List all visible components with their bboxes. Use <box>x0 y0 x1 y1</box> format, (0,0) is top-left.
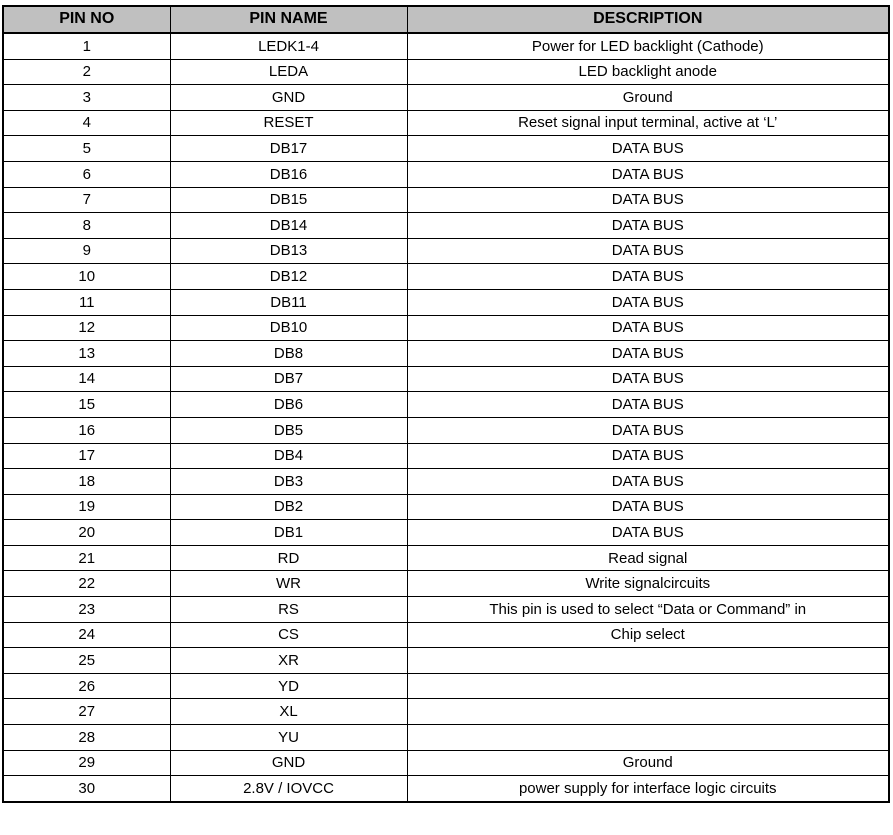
pin-no-cell: 23 <box>3 597 170 623</box>
table-row <box>3 699 889 725</box>
pin-name-cell: DB12 <box>170 264 407 290</box>
description-cell: DATA BUS <box>407 161 889 187</box>
table-row <box>3 494 889 520</box>
table-row <box>3 673 889 699</box>
pin-no-cell: 20 <box>3 520 170 546</box>
table-row <box>3 59 889 85</box>
pin-no-cell: 22 <box>3 571 170 597</box>
pin-name-cell: DB6 <box>170 392 407 418</box>
pin-no-cell: 28 <box>3 725 170 751</box>
pin-no-cell: 14 <box>3 366 170 392</box>
description-cell: DATA BUS <box>407 213 889 239</box>
pin-table-header <box>3 6 889 33</box>
description-cell: Chip select <box>407 622 889 648</box>
description-cell: DATA BUS <box>407 289 889 315</box>
pin-no-cell: 27 <box>3 699 170 725</box>
description-cell <box>407 648 889 674</box>
pin-name-cell: XL <box>170 699 407 725</box>
pin-name-cell: DB15 <box>170 187 407 213</box>
description-cell: Ground <box>407 750 889 776</box>
pin-no-cell: 8 <box>3 213 170 239</box>
pin-name-cell: DB1 <box>170 520 407 546</box>
description-cell: Read signal <box>407 545 889 571</box>
table-row <box>3 597 889 623</box>
description-cell: DATA BUS <box>407 392 889 418</box>
pin-no-cell: 3 <box>3 85 170 111</box>
header-pin-name: PIN NAME <box>170 6 407 33</box>
pin-no-cell: 10 <box>3 264 170 290</box>
table-row <box>3 571 889 597</box>
pin-name-cell: DB10 <box>170 315 407 341</box>
description-cell: DATA BUS <box>407 469 889 495</box>
table-row <box>3 520 889 546</box>
pin-no-cell: 18 <box>3 469 170 495</box>
pin-name-cell: DB14 <box>170 213 407 239</box>
description-cell: DATA BUS <box>407 443 889 469</box>
pin-name-cell: 2.8V / IOVCC <box>170 776 407 802</box>
description-cell: DATA BUS <box>407 315 889 341</box>
pin-no-cell: 25 <box>3 648 170 674</box>
table-row <box>3 161 889 187</box>
pin-name-cell: DB13 <box>170 238 407 264</box>
description-cell: Power for LED backlight (Cathode) <box>407 33 889 59</box>
table-row <box>3 85 889 111</box>
table-row <box>3 648 889 674</box>
pin-no-cell: 9 <box>3 238 170 264</box>
description-cell: DATA BUS <box>407 417 889 443</box>
pin-name-cell: DB8 <box>170 341 407 367</box>
table-row <box>3 315 889 341</box>
pin-name-cell: DB17 <box>170 136 407 162</box>
pin-name-cell: RESET <box>170 110 407 136</box>
table-row <box>3 264 889 290</box>
pin-no-cell: 30 <box>3 776 170 802</box>
description-cell: Write signalcircuits <box>407 571 889 597</box>
description-cell: DATA BUS <box>407 264 889 290</box>
pin-table-body <box>3 33 889 802</box>
table-row <box>3 545 889 571</box>
table-row <box>3 289 889 315</box>
header-description: DESCRIPTION <box>407 6 889 33</box>
pin-name-cell: XR <box>170 648 407 674</box>
pin-no-cell: 4 <box>3 110 170 136</box>
pin-name-cell: RS <box>170 597 407 623</box>
table-row <box>3 238 889 264</box>
table-row <box>3 110 889 136</box>
table-row <box>3 443 889 469</box>
table-row <box>3 136 889 162</box>
pin-name-cell: DB11 <box>170 289 407 315</box>
pin-name-cell: RD <box>170 545 407 571</box>
table-row <box>3 187 889 213</box>
table-row <box>3 341 889 367</box>
pin-name-cell: DB2 <box>170 494 407 520</box>
description-cell: DATA BUS <box>407 494 889 520</box>
description-cell: DATA BUS <box>407 366 889 392</box>
pin-no-cell: 12 <box>3 315 170 341</box>
pin-name-cell: DB4 <box>170 443 407 469</box>
pin-no-cell: 17 <box>3 443 170 469</box>
pin-name-cell: GND <box>170 85 407 111</box>
table-row <box>3 725 889 751</box>
table-row <box>3 392 889 418</box>
pin-name-cell: YU <box>170 725 407 751</box>
pin-name-cell: DB5 <box>170 417 407 443</box>
pin-name-cell: CS <box>170 622 407 648</box>
table-row <box>3 33 889 59</box>
pin-no-cell: 24 <box>3 622 170 648</box>
description-cell: DATA BUS <box>407 238 889 264</box>
table-row <box>3 750 889 776</box>
table-row <box>3 417 889 443</box>
description-cell <box>407 673 889 699</box>
pin-no-cell: 11 <box>3 289 170 315</box>
description-cell: Ground <box>407 85 889 111</box>
pin-no-cell: 5 <box>3 136 170 162</box>
table-row <box>3 213 889 239</box>
pin-name-cell: DB16 <box>170 161 407 187</box>
table-row <box>3 622 889 648</box>
description-cell: DATA BUS <box>407 341 889 367</box>
pin-name-cell: DB7 <box>170 366 407 392</box>
description-cell: DATA BUS <box>407 136 889 162</box>
description-cell: power supply for interface logic circuits <box>407 776 889 802</box>
pin-no-cell: 21 <box>3 545 170 571</box>
description-cell <box>407 699 889 725</box>
pin-name-cell: YD <box>170 673 407 699</box>
description-cell: LED backlight anode <box>407 59 889 85</box>
pin-no-cell: 29 <box>3 750 170 776</box>
pin-no-cell: 6 <box>3 161 170 187</box>
header-row <box>3 6 889 33</box>
description-cell: Reset signal input terminal, active at ‘L’ <box>407 110 889 136</box>
table-row <box>3 776 889 802</box>
pin-no-cell: 13 <box>3 341 170 367</box>
pin-name-cell: DB3 <box>170 469 407 495</box>
description-cell: This pin is used to select “Data or Command” in <box>407 597 889 623</box>
pin-name-cell: LEDK1-4 <box>170 33 407 59</box>
table-row <box>3 366 889 392</box>
description-cell: DATA BUS <box>407 187 889 213</box>
description-cell <box>407 725 889 751</box>
pin-name-cell: WR <box>170 571 407 597</box>
pin-no-cell: 16 <box>3 417 170 443</box>
pin-name-cell: GND <box>170 750 407 776</box>
description-cell: DATA BUS <box>407 520 889 546</box>
pin-no-cell: 7 <box>3 187 170 213</box>
pin-no-cell: 1 <box>3 33 170 59</box>
pin-no-cell: 15 <box>3 392 170 418</box>
table-row <box>3 469 889 495</box>
pin-no-cell: 19 <box>3 494 170 520</box>
pin-no-cell: 26 <box>3 673 170 699</box>
pin-name-cell: LEDA <box>170 59 407 85</box>
pin-no-cell: 2 <box>3 59 170 85</box>
header-pin-no: PIN NO <box>3 6 170 33</box>
pin-description-table <box>2 5 890 803</box>
